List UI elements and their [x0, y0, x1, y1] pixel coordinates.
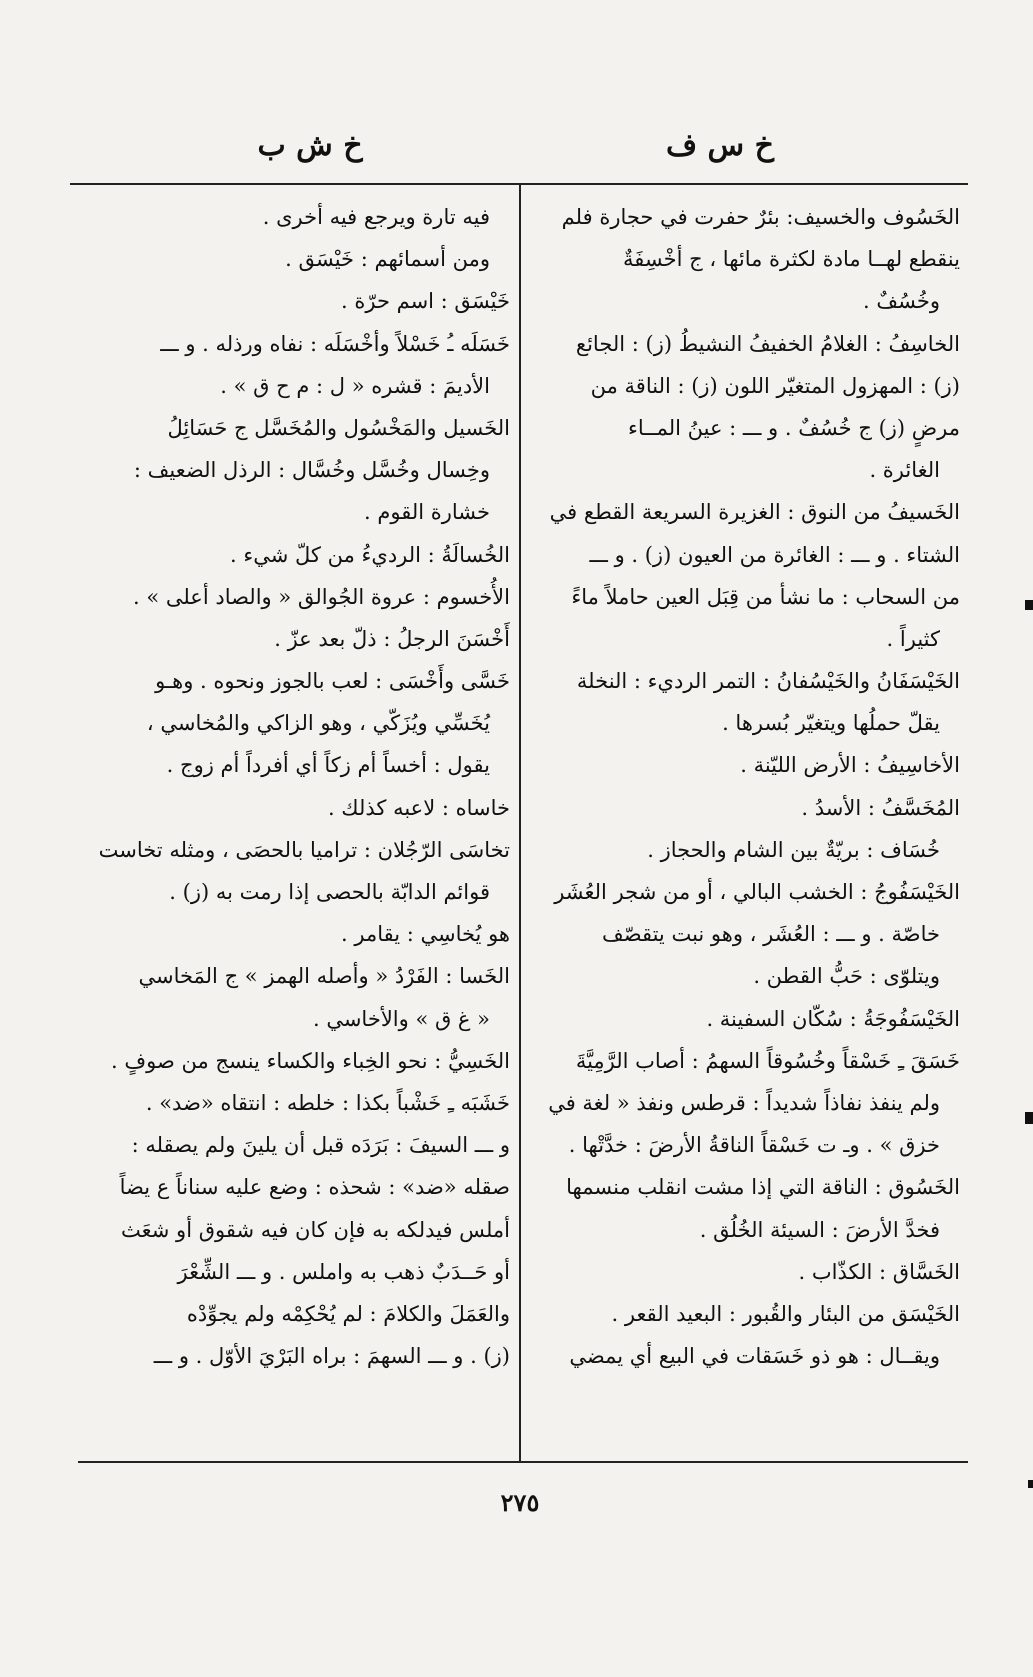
entry-line: الخاسِفُ : الغلامُ الخفيفُ النشيطُ (ز) : الجائع — [575, 331, 960, 356]
entry-line: الخَيْسَق من البئار والقُبور : البعيد القعر . — [611, 1301, 960, 1326]
right-column-header: خ س ف — [666, 128, 774, 163]
entry-line: مرضٍ (ز) ج خُسُفٌ . و ـــ : عينُ المــاء — [628, 415, 960, 440]
entry-line: كثيراً . — [886, 626, 940, 651]
entry-line: « غ ق » والأخاسي . — [312, 1006, 490, 1031]
entry-line: فيه تارة ويرجع فيه أخرى . — [262, 205, 490, 229]
entry-line: الخَسا : الفَرْدُ « وأصله الهمز » ج المَخاسي — [138, 964, 510, 989]
entry-line: الخَيْسَفُوجُ : الخشب البالي ، أو من شجر العُشَر — [554, 880, 960, 904]
entry-line: هو يُخاسِي : يقامر . — [341, 922, 510, 947]
entry-line: الخَيْسَفُوجَةُ : سُكّان السفينة . — [706, 1006, 960, 1031]
entry-line: الأديمَ : قشره « ل : م ح ق » . — [220, 373, 490, 398]
entry-line: خشارة القوم . — [364, 500, 490, 525]
entry-line: (ز) : المهزول المتغيّر اللون (ز) : الناقة من — [590, 373, 960, 398]
entry-line: يقلّ حملُها ويتغيّر بُسرها . — [722, 711, 940, 736]
entry-line: وخُسُفٌ . — [863, 289, 940, 314]
entry-line: الشتاء . و ـــ : الغائرة من العيون (ز) . و ـــ — [589, 542, 960, 567]
entry-line: الخَسَّاق : الكذّاب . — [798, 1259, 960, 1284]
entry-line: خَسَّى وأَخْسَى : لعب بالجوز ونحوه . وهـو — [155, 669, 510, 694]
entry-line: يُخَسِّي ويُزَكّي ، وهو الزاكي والمُخاسي ، — [146, 711, 490, 736]
entry-line: الخَسُوف والخسيف: بئرٌ حفرت في حجارة فلم — [561, 205, 960, 229]
column-divider — [519, 183, 521, 1461]
entry-line: وخِسال وخُسَّل وخُسَّال : الرذل الضعيف : — [133, 458, 490, 483]
entry-line: أَخْسَنَ الرجلُ : ذلّ بعد عزّ . — [274, 626, 510, 651]
entry-line: ولم ينفذ نفاذاً شديداً : قرطس ونفذ « لغة في — [548, 1090, 940, 1115]
entry-line: خُسَاف : بريّةٌ بين الشام والحجاز . — [647, 837, 940, 862]
entry-line: ويقــال : هو ذو خَسَقات في البيع أي يمضي — [569, 1344, 940, 1369]
entry-line: خزق » . وـ ت خَسْقاً الناقةُ الأرضَ : خدَّتْها . — [568, 1133, 940, 1158]
entry-line: صقله «ضد» : شحذه : وضع عليه سناناً ع يضاً — [119, 1175, 510, 1200]
entry-line: ينقطع لهــا مادة لكثرة مائها ، ج أخْسِفَةٌ — [623, 247, 960, 272]
entry-line: الخَيْسَفَانُ والخَيْسُفانُ : التمر الرديء : النخلة — [576, 669, 960, 694]
entry-line: (ز) . و ـــ السهمَ : براه البَرْيَ الأوّل . و ـــ — [153, 1344, 510, 1369]
scan-margin-mark — [1025, 1112, 1033, 1124]
entry-line: خَسَقَ ـِ خَسْقاً وخُسُوقاً السهمُ : أصاب الرَّمِيَّةَ — [575, 1048, 960, 1073]
entry-line: يقول : أخساً أم زكاً أي أفرداً أم زوج . — [166, 753, 490, 778]
entry-line: فخدَّ الأرضَ : السيئة الخُلُق . — [699, 1217, 940, 1242]
entry-line: قوائم الدابّة بالحصى إذا رمت به (ز) . — [169, 880, 490, 904]
entry-line: ومن أسمائهم : خَيْسَق . — [285, 247, 490, 272]
entry-line: والعَمَلَ والكلامَ : لم يُحْكِمْه ولم يجوِّدْه — [186, 1301, 510, 1326]
entry-line: خَيْسَق : اسم حرّة . — [341, 289, 510, 314]
entry-line: الخُسالَةُ : الرديءُ من كلّ شيء . — [230, 542, 510, 567]
left-column — [80, 196, 510, 1377]
entry-line: تخاسَى الرّجُلان : تراميا بالحصَى ، ومثله تخاست — [98, 837, 510, 862]
entry-line: خاساه : لاعبه كذلك . — [327, 795, 510, 820]
entry-line: المُخَسَّفُ : الأسدُ . — [801, 795, 960, 820]
right-column — [530, 196, 960, 1377]
left-column-header: خ ش ب — [257, 128, 363, 163]
entry-line: ويتلوّى : حَبُّ القطن . — [753, 964, 940, 989]
scan-margin-mark — [1028, 1480, 1033, 1488]
scan-margin-mark — [1025, 600, 1033, 610]
entry-line: و ـــ السيفَ : بَرَدَه قبل أن يلينَ ولم يصقله : — [131, 1133, 510, 1158]
entry-line: خَشَبَه ـِ خَشْباً بكذا : خلطه : انتقاه «ضد» . — [145, 1090, 510, 1115]
entry-line: أملس فيدلكه به فإن كان فيه شقوق أو شعَث — [121, 1217, 510, 1242]
entry-line: أو حَــدَبٌ ذهب به واملس . و ـــ الشِّعْرَ — [177, 1259, 510, 1284]
bottom-rule — [78, 1461, 968, 1463]
entry-line: الغائرة . — [869, 458, 940, 483]
entry-line: الخَسيل والمَخْسُول والمُخَسَّل ج حَسَائِلُ — [167, 415, 510, 440]
entry-line: خاصّة . و ـــ : العُشَر ، وهو نبت يتقصّف — [602, 922, 940, 947]
entry-line: الخَسُوق : الناقة التي إذا مشت انقلب منسمها — [566, 1175, 960, 1200]
entry-line: خَسَلَه ـُ خَسْلاً وأخْسَلَه : نفاه ورذله . و ـــ — [160, 331, 510, 356]
entry-line: الأُخسوم : عروة الجُوالق « والصاد أعلى » . — [132, 584, 510, 609]
entry-line: الخَسيفُ من النوق : الغزيرة السريعة القطع في — [549, 500, 960, 525]
page-number: ٢٧٥ — [500, 1488, 540, 1517]
entry-line: من السحاب : ما نشأ من قِبَل العين حاملاً ماءً — [571, 584, 960, 609]
entry-line: الأخاسِيفُ : الأرض الليّنة . — [740, 753, 960, 778]
entry-line: الخَسِيُّ : نحو الخِباء والكساء ينسج من صوفٍ . — [111, 1048, 510, 1073]
